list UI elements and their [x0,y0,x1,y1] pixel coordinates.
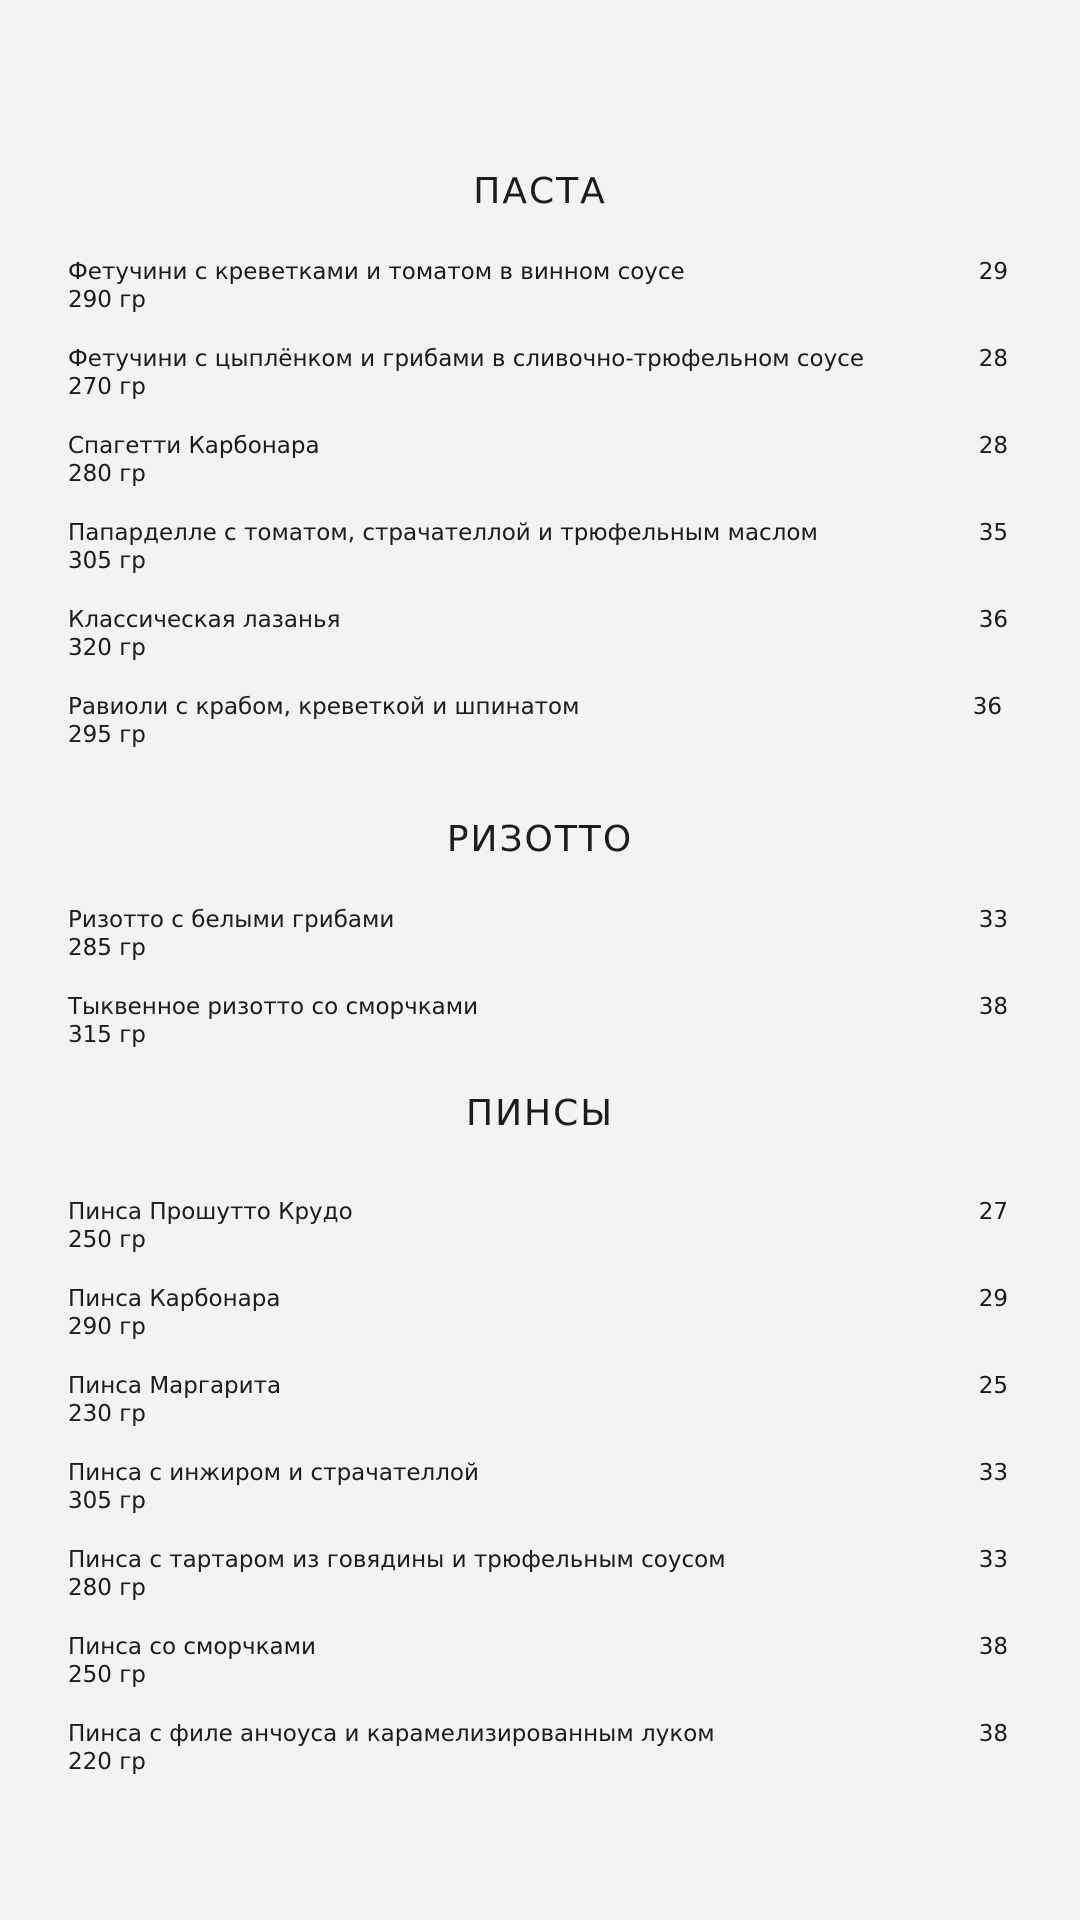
item-name: Папарделле с томатом, страчателлой и трюфельным маслом [68,520,818,546]
item-price: 29 [978,1286,1008,1312]
item-weight: 270 гр [68,374,146,400]
item-name: Ризотто с белыми грибами [68,907,395,933]
item-price: 38 [978,994,1008,1020]
menu-item [68,1371,1008,1431]
item-price: 35 [978,520,1008,546]
item-weight: 320 гр [68,635,146,661]
item-name: Пинса с тартаром из говядины и трюфельным соусом [68,1547,726,1573]
item-name: Классическая лазанья [68,607,341,633]
item-weight: 290 гр [68,1314,146,1340]
item-price: 33 [978,1547,1008,1573]
item-weight: 250 гр [68,1662,146,1688]
item-weight: 250 гр [68,1227,146,1253]
item-name: Фетучини с цыплёнком и грибами в сливочно-трюфельном соусе [68,346,865,372]
menu-item [68,905,1008,965]
menu-item [68,1197,1008,1257]
item-weight: 230 гр [68,1401,146,1427]
item-price: 33 [978,907,1008,933]
item-weight: 305 гр [68,548,146,574]
item-price: 28 [978,346,1008,372]
menu-item [68,1284,1008,1344]
item-name: Пинса с инжиром и страчателлой [68,1460,479,1486]
section-title-pasta: ПАСТА [473,171,607,212]
item-weight: 285 гр [68,935,146,961]
menu-item [68,1458,1008,1518]
menu-item [68,431,1008,491]
item-price: 29 [978,259,1008,285]
item-name: Тыквенное ризотто со сморчками [68,994,479,1020]
item-price: 28 [978,433,1008,459]
item-name: Спагетти Карбонара [68,433,320,459]
item-weight: 220 гр [68,1749,146,1775]
item-weight: 280 гр [68,1575,146,1601]
item-price: 38 [978,1634,1008,1660]
item-price: 36 [972,694,1002,720]
menu-item [68,605,1008,665]
menu-item [68,1719,1008,1779]
item-weight: 305 гр [68,1488,146,1514]
item-price: 25 [978,1373,1008,1399]
menu-item [68,257,1008,317]
item-price: 36 [978,607,1008,633]
menu-item [68,344,1008,404]
item-name: Пинса с филе анчоуса и карамелизированным луком [68,1721,715,1747]
menu-item [68,692,1008,752]
item-name: Фетучини с креветками и томатом в винном соусе [68,259,685,285]
menu-item [68,992,1008,1052]
menu-item [68,518,1008,578]
section-title-pinsa: ПИНСЫ [466,1093,614,1134]
item-weight: 280 гр [68,461,146,487]
item-name: Пинса со сморчками [68,1634,316,1660]
section-title-risotto: РИЗОТТО [446,819,634,860]
item-weight: 315 гр [68,1022,146,1048]
item-price: 27 [978,1199,1008,1225]
item-weight: 295 гр [68,722,146,748]
menu-item [68,1545,1008,1605]
item-price: 33 [978,1460,1008,1486]
item-price: 38 [978,1721,1008,1747]
item-name: Пинса Маргарита [68,1373,282,1399]
item-name: Равиоли с крабом, креветкой и шпинатом [68,694,580,720]
menu-item [68,1632,1008,1692]
item-name: Пинса Карбонара [68,1286,281,1312]
item-name: Пинса Прошутто Крудо [68,1199,353,1225]
item-weight: 290 гр [68,287,146,313]
